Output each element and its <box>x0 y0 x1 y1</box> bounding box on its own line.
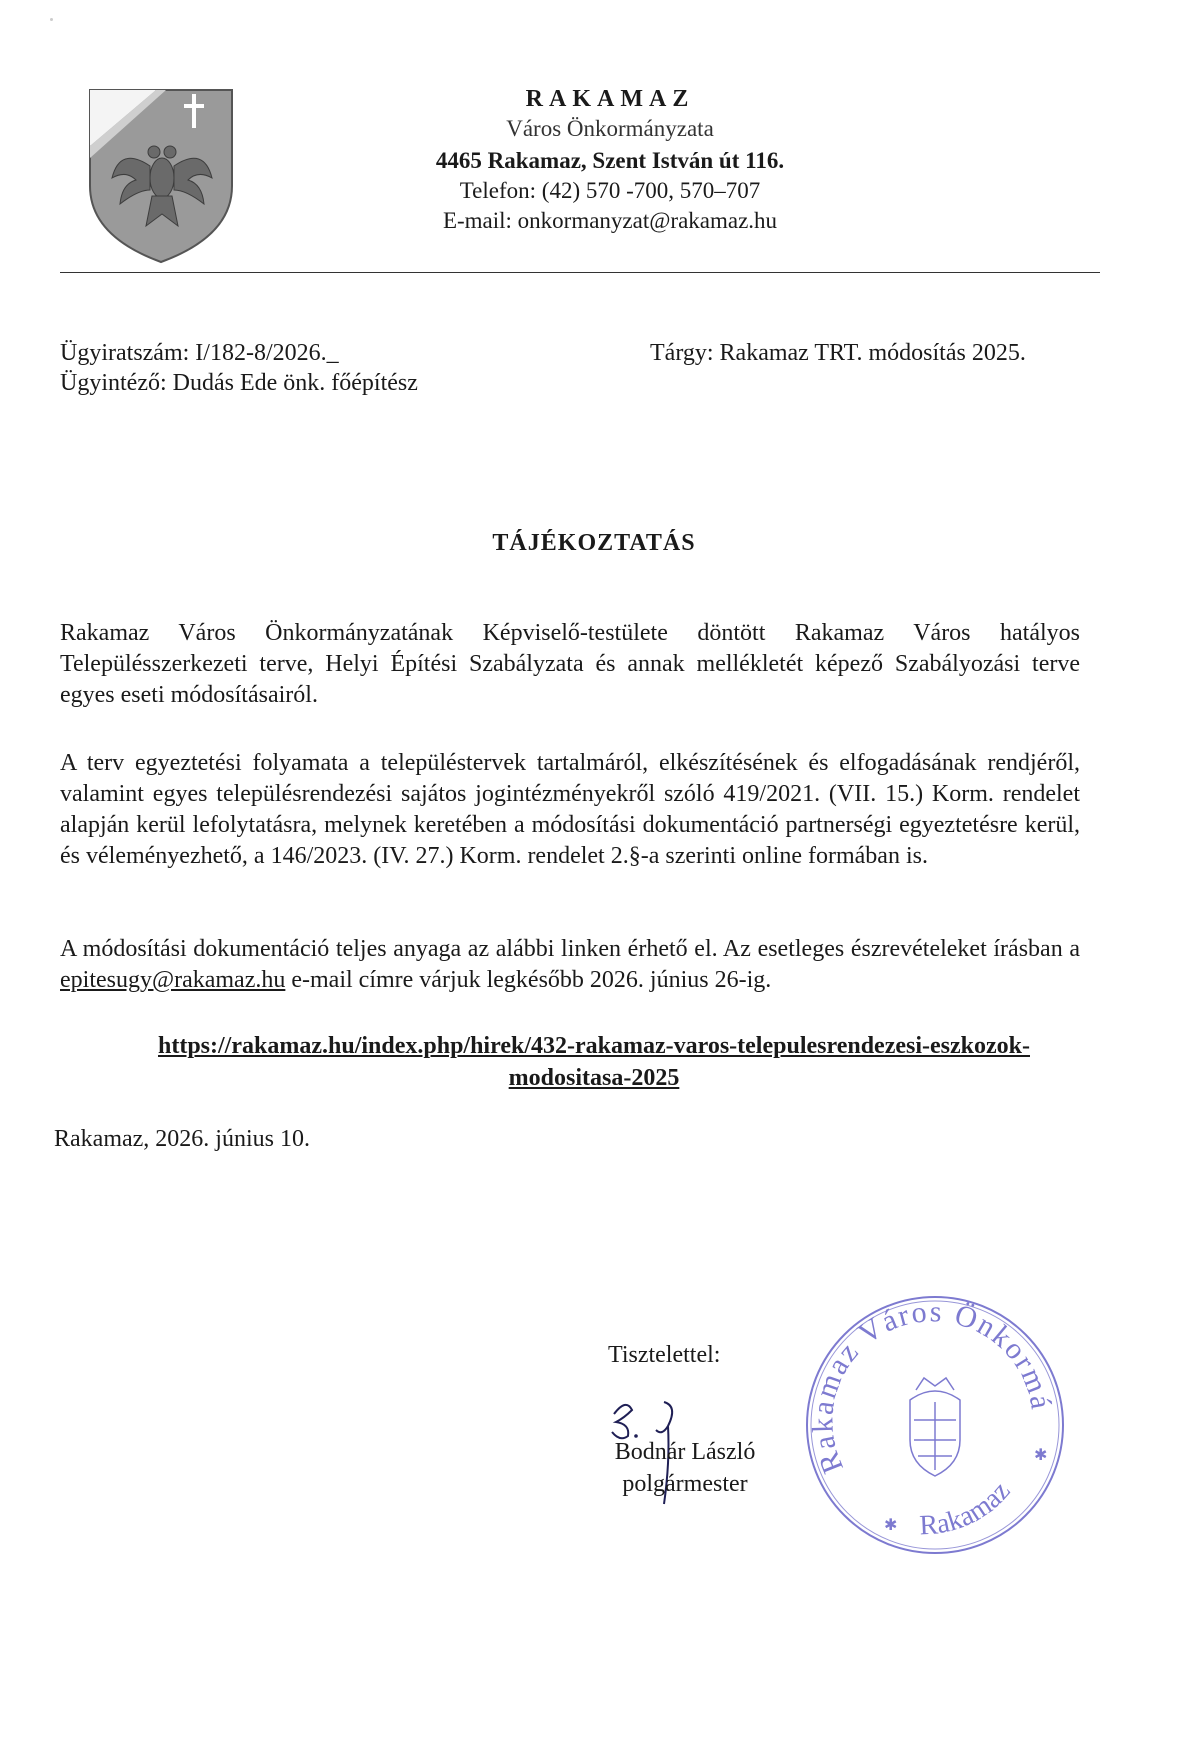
place-date: Rakamaz, 2026. június 10. <box>54 1126 310 1152</box>
link-line-1[interactable]: https://rakamaz.hu/index.php/hirek/432-rakamaz-varos-telepulesrendezesi-eszkozok- <box>158 1033 1030 1059</box>
paragraph-text: A terv egyeztetési folyamata a településtervek tartalmáról, elkészítésének és elfogadásának rendjéről, valamint egyes településrendezési sajátos jogintézményekről szóló 419/2021. (VII. 15.) Korm. rendelet alapján kerül lefolytatásra, melynek keretében a módosítási dokumentáció partnerségi egyeztetésre kerül, és véleményezhető, a 146/2023. (IV. 27.) Korm. rendelet 2.§-a szerinti online formában is. <box>60 750 1080 869</box>
documentation-link[interactable] <box>60 1030 1128 1094</box>
closing-greeting: Tisztelettel: <box>608 1342 721 1368</box>
svg-text:✱: ✱ <box>1034 1445 1048 1464</box>
header-divider <box>60 272 1100 273</box>
comments-email-link[interactable]: epitesugy@rakamaz.hu <box>60 967 286 993</box>
coat-of-arms-icon <box>86 86 236 266</box>
svg-text:Rakamaz Város Önkormányzata <box>800 1290 1058 1478</box>
paragraph-decision <box>60 618 1080 711</box>
paragraph-text: Rakamaz Város Önkormányzatának Képviselő-testülete döntött Rakamaz Város hatályos Településszerkezeti terve, Helyi Építési Szabályzata és annak mellékletét képező Szabályozási terve egyes eseti módosításairól. <box>60 620 1080 708</box>
signer-role: polgármester <box>622 1471 748 1497</box>
stamp-ring-text: Rakamaz Város Önkormá <box>806 1295 1058 1478</box>
svg-text:✱: ✱ <box>884 1515 898 1534</box>
paragraph-comments <box>60 934 1080 996</box>
signer-name: Bodnár László <box>614 1439 756 1465</box>
svg-text:Rakamaz <box>919 1476 1017 1542</box>
file-number: Ügyiratszám: I/182-8/2026._ <box>60 340 339 366</box>
letterhead-subtitle: Város Önkormányzata <box>506 116 714 141</box>
official-stamp-icon <box>800 1290 1070 1560</box>
scan-speck <box>50 18 53 21</box>
paragraph-process <box>60 748 1080 872</box>
comments-text-after: e-mail címre várjuk legkésőbb 2026. június 26-ig. <box>285 967 772 993</box>
letterhead-address: 4465 Rakamaz, Szent István út 116. <box>435 148 785 173</box>
letterhead-title: RAKAMAZ <box>525 86 695 112</box>
letterhead-phone: Telefon: (42) 570 -700, 570–707 <box>459 178 761 203</box>
signer-block <box>600 1436 770 1500</box>
subject: Tárgy: Rakamaz TRT. módosítás 2025. <box>650 340 1026 366</box>
document-heading: TÁJÉKOZTATÁS <box>492 530 696 556</box>
stamp-bottom-text: Rakamaz <box>918 1475 1017 1542</box>
comments-text-before: A módosítási dokumentáció teljes anyaga az alábbi linken érhető el. Az esetleges észrevételeket írásban a <box>60 936 1080 962</box>
letterhead-email: E-mail: onkormanyzat@rakamaz.hu <box>442 208 778 233</box>
officer: Ügyintéző: Dudás Ede önk. főépítész <box>60 370 418 396</box>
link-line-2[interactable]: modositasa-2025 <box>508 1065 680 1091</box>
